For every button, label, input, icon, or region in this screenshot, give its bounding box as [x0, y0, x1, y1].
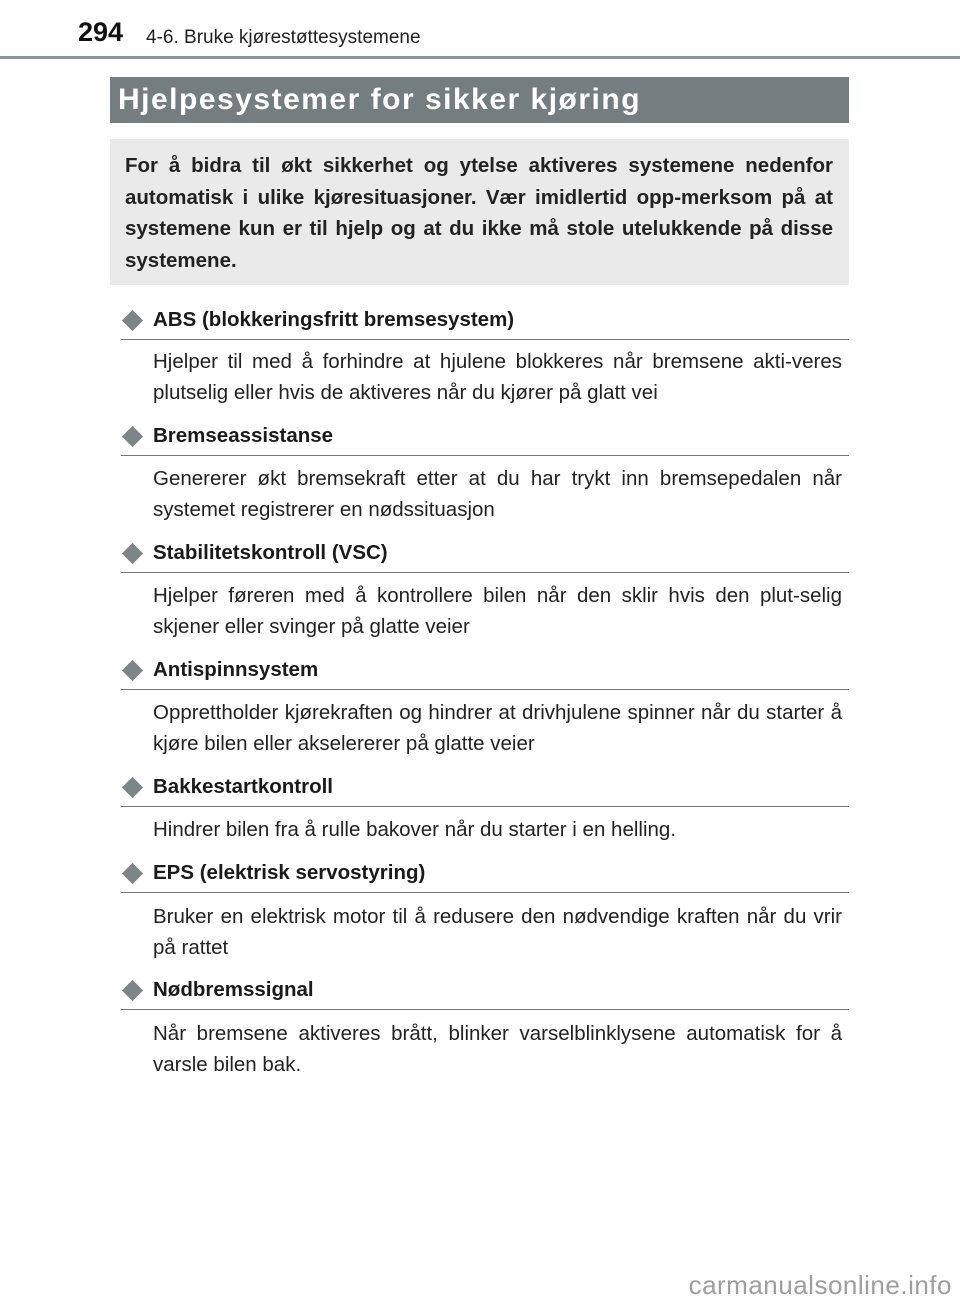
section-text: Genererer økt bremsekraft etter at du har trykt inn bremsepedalen når systemet registrerer en nødssituasjon — [153, 467, 842, 521]
section-text: Hjelper til med å forhindre at hjulene blokkeres når bremsene akti-veres plutselig eller hvis de aktiveres når du kjører på glatt vei — [153, 350, 842, 404]
diamond-bullet-icon — [122, 543, 143, 564]
watermark: carmanualsonline.info — [688, 1270, 952, 1300]
diamond-bullet-icon — [122, 426, 143, 447]
diamond-bullet-icon — [122, 980, 143, 1001]
chapter-title: 4-6. Bruke kjørestøttesystemene — [146, 27, 421, 48]
diamond-bullet-icon — [122, 310, 143, 331]
section-text: Når bremsene aktiveres brått, blinker varselblinklysene automatisk for å varsle bilen bak. — [153, 1022, 842, 1076]
section-heading: Bremseassistanse — [153, 424, 334, 447]
page-number: 294 — [78, 17, 124, 47]
diamond-bullet-icon — [122, 777, 143, 798]
page-title: Hjelpesystemer for sikker kjøring — [118, 83, 642, 116]
section-rule — [121, 892, 849, 893]
intro-text: For å bidra til økt sikkerhet og ytelse aktiveres systemene nedenfor automatisk i ulike kjøresituasjoner. Vær imidlertid opp-merksom på at systemene kun er til hjelp og at du ikke må stole utelukkende på disse systemene. — [125, 154, 833, 272]
section-text: Bruker en elektrisk motor til å redusere den nødvendige kraften når du vrir på rattet — [153, 905, 842, 959]
section-rule — [121, 806, 849, 807]
section-rule — [121, 689, 849, 690]
section-text: Opprettholder kjørekraften og hindrer at drivhjulene spinner når du starter å kjøre bilen eller akselererer på glatte veier — [153, 701, 842, 755]
diamond-bullet-icon — [122, 660, 143, 681]
section-rule — [121, 455, 849, 456]
section-text: Hjelper føreren med å kontrollere bilen når den sklir hvis den plut-selig skjener eller svinger på glatte veier — [153, 584, 842, 638]
section-heading: ABS (blokkeringsfritt bremsesystem) — [153, 308, 515, 331]
section-rule — [121, 1009, 849, 1010]
section-heading: Antispinnsystem — [153, 658, 319, 681]
header-rule — [0, 56, 960, 59]
section-rule — [121, 572, 849, 573]
section-heading: Bakkestartkontroll — [153, 775, 334, 798]
section-heading: Nødbremssignal — [153, 978, 314, 1001]
diamond-bullet-icon — [122, 863, 143, 884]
section-heading: EPS (elektrisk servostyring) — [153, 861, 426, 884]
section-rule — [121, 339, 849, 340]
section-text: Hindrer bilen fra å rulle bakover når du starter i en helling. — [153, 818, 677, 841]
section-heading: Stabilitetskontroll (VSC) — [153, 541, 388, 564]
